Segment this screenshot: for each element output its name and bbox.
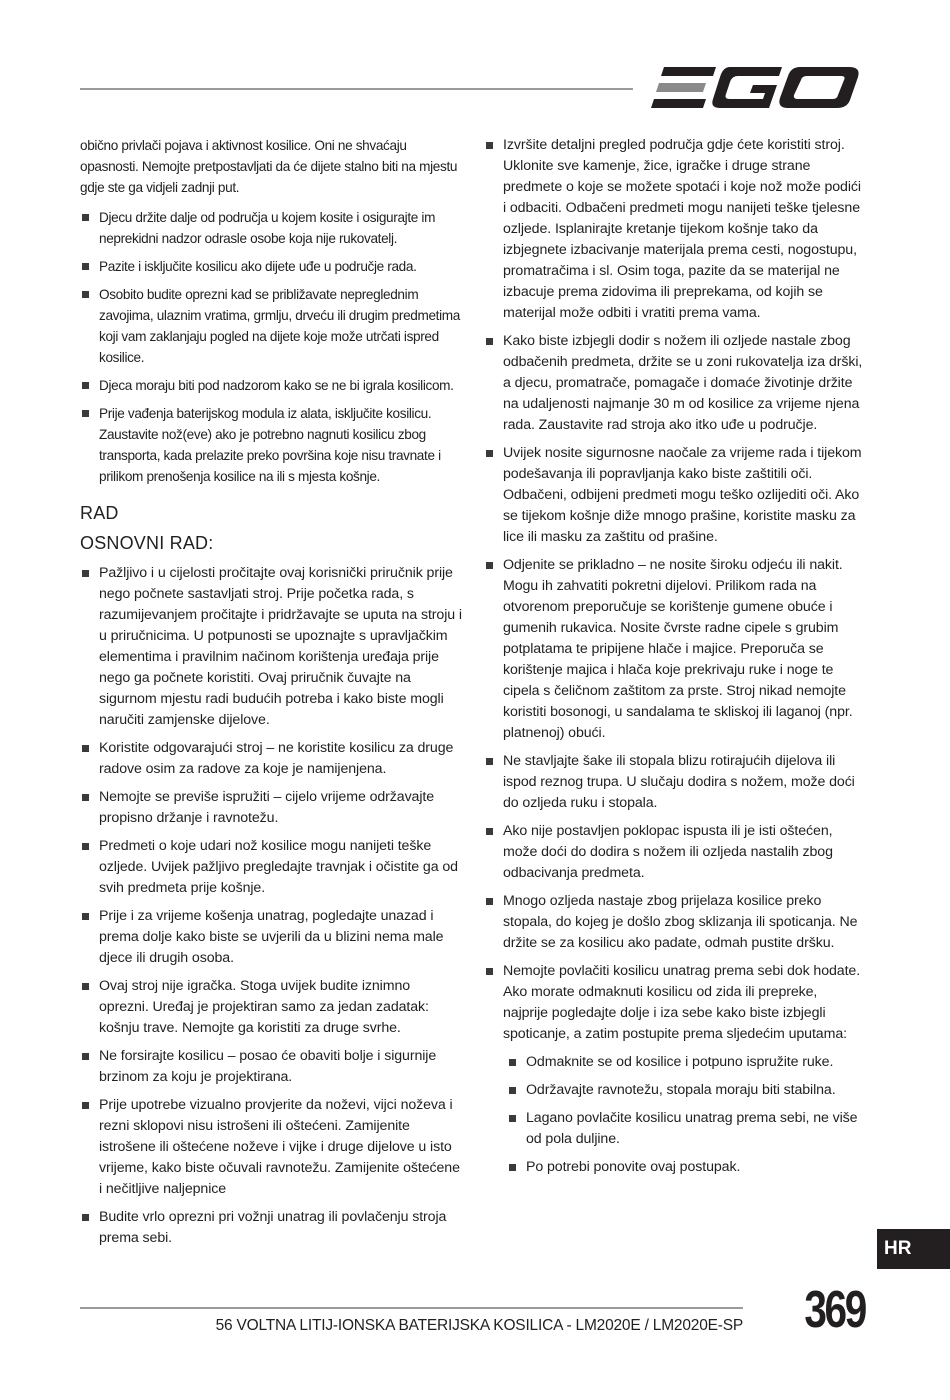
- list-item: Budite vrlo oprezni pri vožnji unatrag ili povlačenju stroja prema sebi.: [80, 1207, 463, 1249]
- list-item: Ovaj stroj nije igračka. Stoga uvijek budite iznimno oprezni. Uređaj je projektiran samo za jedan zadatak: košnju trave. Nemojte ga koristiti za druge svrhe.: [80, 976, 463, 1039]
- list-item: Ako nije postavljen poklopac ispusta ili je isti oštećen, može doći do dodira s nožem ili ozljeda nastalih zbog odbacivanja predmeta.: [484, 821, 866, 884]
- footer-rule: [80, 1307, 743, 1309]
- list-item: Djeca moraju biti pod nadzorom kako se ne bi igrala kosilicom.: [80, 375, 463, 396]
- sub-list-item: Održavajte ravnotežu, stopala moraju biti stabilna.: [507, 1080, 866, 1101]
- list-item: Koristite odgovarajući stroj – ne koristite kosilicu za druge radove osim za radove za koje je namijenjena.: [80, 738, 463, 780]
- language-tab: HR: [877, 1229, 950, 1269]
- list-item: Nemojte se previše ispružiti – cijelo vrijeme održavajte propisno držanje i ravnotežu.: [80, 787, 463, 829]
- list-item: Ne stavljajte šake ili stopala blizu rotirajućih dijelova ili ispod reznog trupa. U slučaju dodira s nožem, može doći do ozljeda ruku i stopala.: [484, 751, 866, 814]
- list-item: Prije vađenja baterijskog modula iz alata, isključite kosilicu. Zaustavite nož(eve) ako je potrebno nagnuti kosilicu zbog transporta, kada prelazite preko površina koje nisu travnate i prilikom prenošenja kosilice na ili s mjesta košnje.: [80, 403, 463, 487]
- ego-logo: [650, 64, 862, 112]
- list-item: Ne forsirajte kosilicu – posao će obaviti bolje i sigurnije brzinom za koju je projektirana.: [80, 1046, 463, 1088]
- list-item: Pažljivo i u cijelosti pročitajte ovaj korisnički priručnik prije nego počnete sastavljati stroj. Prije početka rada, s razumijevanjem pročitajte i pridržavajte se uputa na stroju i u priručnicima. U potpunosti se upoznajte s upravljačkim elementima i pravilnim načinom korištenja uređaja prije nego ga počnete koristiti. Ovaj priručnik čuvajte na sigurnom mjestu radi budućih potreba i kako biste mogli naručiti zamjenske dijelove.: [80, 563, 463, 731]
- list-item: Uvijek nosite sigurnosne naočale za vrijeme rada i tijekom podešavanja ili popravljanja kako biste zaštitili oči. Odbačeni, odbijeni predmeti mogu teško ozlijediti oči. Ako se tijekom košnje diže mnogo prašine, koristite masku za lice ili masku za zaštitu od prašine.: [484, 443, 866, 548]
- sub-list-item: Odmaknite se od kosilice i potpuno ispružite ruke.: [507, 1052, 866, 1073]
- list-item: Izvršite detaljni pregled područja gdje ćete koristiti stroj. Uklonite sve kamenje, žice, igračke i druge strane predmete o koje se možete spotaći i koje nož može podići i odbaciti. Odbačeni predmeti mogu nanijeti teške tjelesne ozljede. Isplanirajte kretanje tijekom košnje tako da izbjegnete izbacivanje materijala prema cesti, nogostupu, promatračima i sl. Osim toga, pazite da se materijal ne izbacuje prema zidovima ili preprekama, od kojih se materijal može odbiti i vratiti prema vama.: [484, 135, 866, 324]
- section-heading-osnovni-rad: OSNOVNI RAD:: [80, 533, 214, 553]
- sub-list-item: Po potrebi ponovite ovaj postupak.: [507, 1157, 866, 1178]
- section-heading-rad: RAD: [80, 503, 119, 523]
- list-item-text: Nemojte povlačiti kosilicu unatrag prema sebi dok hodate. Ako morate odmaknuti kosilicu od zida ili prepreke, najprije pogledajte dolje i iza sebe kako biste izbjegli spoticanje, a zatim postupite prema sljedećim uputama:: [503, 963, 861, 1042]
- right-column: [484, 135, 866, 1185]
- sub-list-item: Lagano povlačite kosilicu unatrag prema sebi, ne više od pola duljine.: [507, 1108, 866, 1150]
- list-item: Predmeti o koje udari nož kosilice mogu nanijeti teške ozljede. Uvijek pažljivo pregledajte travnjak i očistite ga od svih predmeta prije košnje.: [80, 836, 463, 899]
- pull-back-steps-list: [507, 1052, 866, 1178]
- left-column: [80, 135, 463, 1256]
- list-item: Prije upotrebe vizualno provjerite da noževi, vijci noževa i rezni sklopovi nisu istrošeni ili oštećeni. Zamijenite istrošene ili oštećene noževe i vijke i druge dijelove u isto vrijeme, kako biste očuvali ravnotežu. Zamijenite oštećene i nečitljive naljepnice: [80, 1095, 463, 1200]
- child-safety-list: [80, 207, 463, 487]
- list-item: Djecu držite dalje od područja u kojem kosite i osigurajte im neprekidni nadzor odrasle osobe koja nije rukovatelj.: [80, 207, 463, 249]
- header-rule: [80, 88, 633, 90]
- list-item: Osobito budite oprezni kad se približavate nepreglednim zavojima, ulaznim vratima, grmlju, drveću ili drugim predmetima koji vam zaklanjaju pogled na dijete koje može utrčati ispred kosilice.: [80, 284, 463, 368]
- list-item: Pazite i isključite kosilicu ako dijete uđe u područje rada.: [80, 256, 463, 277]
- list-item: Mnogo ozljeda nastaje zbog prijelaza kosilice preko stopala, do kojeg je došlo zbog sklizanja ili spoticanja. Ne držite se za kosilicu ako padate, odmah pustite dršku.: [484, 891, 866, 954]
- list-item: Odjenite se prikladno – ne nosite široku odjeću ili nakit. Mogu ih zahvatiti pokretni dijelovi. Prilikom rada na otvorenom preporučuje se korištenje gumene obuće i gumenih rukavica. Nosite čvrste radne cipele s grubim potplatama te pripijene hlače i majice. Preporuča se korištenje majica i hlača koje prekrivaju ruke i noge te cipela s čeličnom zaštitom za prste. Stroj nikad nemojte koristiti bosonogi, u sandalama te skliskoj ili laganoj (npr. platnenoj) obući.: [484, 555, 866, 744]
- footer-product-title: 56 VOLTNA LITIJ-IONSKA BATERIJSKA KOSILICA - LM2020E / LM2020E-SP: [215, 1317, 743, 1334]
- operation-safety-list: [484, 135, 866, 1178]
- intro-paragraph: obično privlači pojava i aktivnost kosilice. Oni ne shvaćaju opasnosti. Nemojte pretpostavljati da će dijete stalno biti na mjestu gdje ste ga vidjeli zadnji put.: [80, 138, 458, 195]
- list-item: Kako biste izbjegli dodir s nožem ili ozljede nastale zbog odbačenih predmeta, držite se u zoni rukovatelja iza drški, a djecu, promatrače, pomagače i domaće životinje držite na udaljenosti najmanje 30 m od kosilice za vrijeme njena rada. Zaustavite rad stroja ako itko uđe u područje.: [484, 331, 866, 436]
- list-item-with-sublist: [484, 961, 866, 1178]
- list-item: Prije i za vrijeme košenja unatrag, pogledajte unazad i prema dolje kako biste se uvjerili da u blizini nema male djece ili drugih osoba.: [80, 906, 463, 969]
- page-number: 369: [804, 1281, 865, 1339]
- basic-operation-list: [80, 563, 463, 1249]
